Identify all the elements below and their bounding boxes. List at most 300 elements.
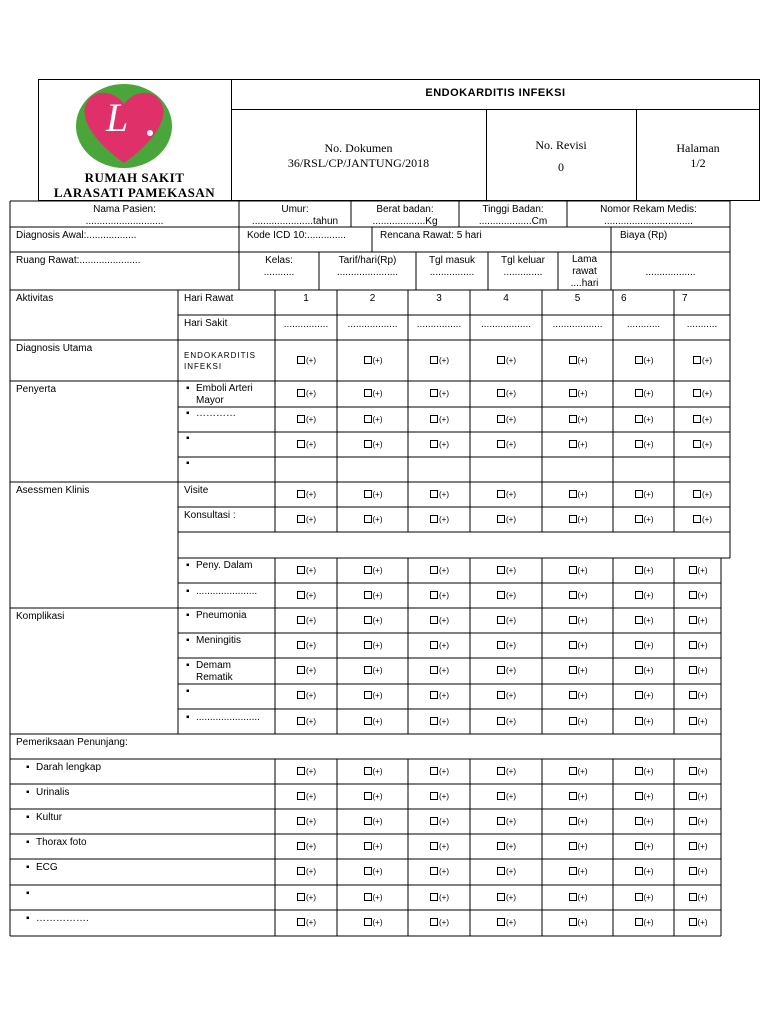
assessment-checkbox[interactable] [297, 515, 316, 525]
checkbox-label: (+) [577, 691, 588, 700]
checkbox-square-icon [569, 616, 577, 624]
consultation-checkbox[interactable] [569, 591, 588, 601]
complication-checkbox[interactable] [297, 691, 316, 701]
checkbox-square-icon [297, 566, 305, 574]
checkbox-label: (+) [506, 440, 516, 449]
checkbox-square-icon [497, 356, 505, 364]
checkbox-square-icon [430, 641, 438, 649]
checkbox-label: (+) [306, 515, 316, 524]
consultation-checkbox[interactable] [364, 566, 383, 576]
consultation-checkbox[interactable] [689, 566, 708, 576]
complication-checkbox[interactable] [569, 666, 588, 676]
exam-checkbox[interactable] [430, 893, 449, 903]
exam-checkbox[interactable] [297, 867, 316, 877]
consultation-checkbox[interactable] [689, 591, 708, 601]
exam-item-7: ▪ ……………. [36, 913, 89, 925]
complication-checkbox[interactable] [364, 717, 383, 727]
checkbox-square-icon [497, 893, 505, 901]
assessment-checkbox[interactable] [297, 490, 316, 500]
assessment-checkbox[interactable] [693, 490, 712, 500]
checkbox-square-icon [569, 918, 577, 926]
exam-checkbox[interactable] [430, 767, 449, 777]
exam-checkbox[interactable] [569, 842, 588, 852]
checkbox-square-icon [693, 490, 701, 498]
checkbox-square-icon [297, 591, 305, 599]
exam-checkbox[interactable] [569, 918, 588, 928]
assessment-checkbox[interactable] [364, 490, 383, 500]
checkbox-square-icon [635, 717, 643, 725]
checkbox-square-icon [364, 515, 372, 523]
complication-checkbox[interactable] [689, 717, 708, 727]
day-number-3: 3 [436, 293, 442, 304]
assessment-checkbox[interactable] [635, 490, 654, 500]
assessment-checkbox[interactable] [364, 515, 383, 525]
complication-checkbox[interactable] [364, 641, 383, 651]
day-number-5: 5 [574, 293, 581, 304]
checkbox-square-icon [430, 842, 438, 850]
complication-item-3: ▪ Demam [196, 660, 231, 672]
hospital-name-line2: LARASATI PAMEKASAN [53, 185, 216, 200]
checkbox-square-icon [497, 389, 505, 397]
exam-checkbox[interactable] [297, 767, 316, 777]
exam-checkbox[interactable] [689, 817, 708, 827]
checkbox-label: (+) [697, 792, 708, 801]
checkbox-label: (+) [439, 817, 449, 826]
exam-checkbox[interactable] [497, 817, 516, 827]
exam-item-2: ▪ Urinalis [36, 787, 69, 799]
comorbidity-checkbox[interactable] [430, 440, 449, 450]
checkbox-square-icon [569, 717, 577, 725]
exam-checkbox[interactable] [689, 842, 708, 852]
checkbox-square-icon [430, 817, 438, 825]
checkbox-label: (+) [439, 918, 449, 927]
tariff-value: ...................... [336, 267, 399, 278]
comorbidity-checkbox[interactable] [430, 415, 449, 425]
consultation-checkbox[interactable] [497, 591, 516, 601]
checkbox-label: (+) [372, 389, 383, 398]
checkbox-square-icon [297, 641, 305, 649]
checkbox-label: (+) [372, 356, 383, 365]
ward-label: Ruang Rawat:...................... [16, 255, 141, 266]
checkbox-square-icon [364, 842, 372, 850]
exam-checkbox[interactable] [364, 842, 383, 852]
checkbox-square-icon [430, 691, 438, 699]
checkbox-square-icon [364, 440, 372, 448]
checkbox-square-icon [297, 918, 305, 926]
exam-checkbox[interactable] [569, 893, 588, 903]
complication-checkbox[interactable] [430, 666, 449, 676]
day-number-1: 1 [303, 293, 309, 304]
complication-checkbox[interactable] [297, 616, 316, 626]
assessment-checkbox[interactable] [693, 515, 712, 525]
exam-checkbox[interactable] [430, 867, 449, 877]
checkbox-label: (+) [702, 415, 712, 424]
weight-label: Berat badan: [376, 204, 434, 215]
checkbox-square-icon [569, 641, 577, 649]
comorbidity-checkbox[interactable] [693, 415, 712, 425]
checkbox-label: (+) [506, 717, 516, 726]
checkbox-square-icon [693, 389, 701, 397]
checkbox-label: (+) [643, 440, 654, 449]
checkbox-label: (+) [643, 490, 654, 499]
complication-checkbox[interactable] [297, 717, 316, 727]
comorbidity-checkbox[interactable] [569, 389, 588, 399]
complication-checkbox[interactable] [635, 616, 654, 626]
complication-checkbox[interactable] [430, 616, 449, 626]
checkbox-label: (+) [643, 641, 654, 650]
day-number-4: 4 [503, 293, 509, 304]
exam-checkbox[interactable] [569, 792, 588, 802]
comorbidity-checkbox[interactable] [569, 415, 588, 425]
exam-checkbox[interactable] [364, 867, 383, 877]
consultation-checkbox[interactable] [297, 566, 316, 576]
exam-checkbox[interactable] [569, 767, 588, 777]
exam-checkbox[interactable] [497, 867, 516, 877]
assessment-checkbox[interactable] [497, 515, 516, 525]
checkbox-label: (+) [506, 792, 516, 801]
comorbidity-checkbox[interactable] [297, 415, 316, 425]
checkbox-square-icon [689, 641, 697, 649]
checkbox-square-icon [635, 591, 643, 599]
consultation-checkbox[interactable] [430, 566, 449, 576]
checkbox-label: (+) [439, 566, 449, 575]
exam-checkbox[interactable] [689, 767, 708, 777]
exam-checkbox[interactable] [430, 842, 449, 852]
exam-checkbox[interactable] [297, 842, 316, 852]
main-diagnosis-label: Diagnosis Utama [16, 343, 93, 354]
checkbox-square-icon [364, 918, 372, 926]
checkbox-square-icon [364, 666, 372, 674]
checkbox-square-icon [297, 666, 305, 674]
checkbox-label: (+) [702, 389, 712, 398]
complication-checkbox[interactable] [569, 616, 588, 626]
checkbox-label: (+) [306, 641, 316, 650]
checkbox-label: (+) [372, 490, 383, 499]
checkbox-label: (+) [306, 817, 316, 826]
sick-day-1: ................ [283, 319, 329, 330]
assessment-checkbox[interactable] [635, 515, 654, 525]
complication-checkbox[interactable] [430, 641, 449, 651]
complication-checkbox[interactable] [430, 717, 449, 727]
exam-checkbox[interactable] [364, 792, 383, 802]
main-diagnosis-checkbox[interactable] [430, 356, 449, 366]
main-diagnosis-value-2: INFEKSI [184, 362, 223, 371]
exam-checkbox[interactable] [635, 918, 654, 928]
checkbox-square-icon [689, 867, 697, 875]
checkbox-square-icon [635, 666, 643, 674]
checkbox-label: (+) [506, 566, 516, 575]
checkbox-label: (+) [372, 415, 383, 424]
checkbox-square-icon [430, 867, 438, 875]
checkbox-square-icon [635, 867, 643, 875]
checkbox-label: (+) [577, 767, 588, 776]
complication-checkbox[interactable] [297, 641, 316, 651]
checkbox-square-icon [635, 767, 643, 775]
main-diagnosis-checkbox[interactable] [569, 356, 588, 366]
checkbox-label: (+) [306, 415, 316, 424]
exam-item-3: ▪ Kultur [36, 812, 62, 824]
checkbox-square-icon [297, 440, 305, 448]
checkbox-label: (+) [372, 515, 383, 524]
revision-label: No. Revisi [535, 138, 587, 152]
exam-checkbox[interactable] [430, 918, 449, 928]
comorbidity-checkbox[interactable] [297, 440, 316, 450]
checkbox-square-icon [297, 356, 305, 364]
checkbox-label: (+) [697, 691, 708, 700]
checkbox-label: (+) [643, 566, 654, 575]
comorbidity-checkbox[interactable] [497, 415, 516, 425]
cost-value: .................. [645, 267, 696, 278]
exam-checkbox[interactable] [635, 842, 654, 852]
checkbox-square-icon [364, 591, 372, 599]
checkbox-label: (+) [306, 717, 316, 726]
exam-checkbox[interactable] [297, 792, 316, 802]
exam-checkbox[interactable] [635, 893, 654, 903]
consultation-checkbox[interactable] [430, 591, 449, 601]
consultation-checkbox[interactable] [364, 591, 383, 601]
exam-checkbox[interactable] [497, 767, 516, 777]
checkbox-square-icon [569, 867, 577, 875]
comorbidity-checkbox[interactable] [364, 415, 383, 425]
checkbox-label: (+) [577, 817, 588, 826]
checkbox-square-icon [297, 691, 305, 699]
checkbox-label: (+) [439, 591, 449, 600]
checkbox-square-icon [635, 616, 643, 624]
complication-checkbox[interactable] [364, 691, 383, 701]
complication-checkbox[interactable] [497, 691, 516, 701]
assessment-checkbox[interactable] [430, 490, 449, 500]
checkbox-label: (+) [643, 356, 654, 365]
checkbox-square-icon [497, 867, 505, 875]
checkbox-square-icon [689, 717, 697, 725]
complication-item-2: ▪ Meningitis [196, 635, 241, 647]
assessment-checkbox[interactable] [569, 490, 588, 500]
checkbox-label: (+) [506, 641, 516, 650]
checkbox-label: (+) [439, 666, 449, 675]
checkbox-label: (+) [306, 842, 316, 851]
stay-length-line1: Lama [571, 254, 597, 265]
page-value: 1/2 [690, 156, 706, 170]
comorbidity-checkbox[interactable] [635, 440, 654, 450]
exam-checkbox[interactable] [635, 767, 654, 777]
complication-checkbox[interactable] [635, 666, 654, 676]
complication-checkbox[interactable] [497, 616, 516, 626]
assessment-checkbox[interactable] [497, 490, 516, 500]
checkbox-label: (+) [577, 566, 588, 575]
checkbox-label: (+) [439, 893, 449, 902]
comorbidity-checkbox[interactable] [497, 389, 516, 399]
exam-checkbox[interactable] [364, 918, 383, 928]
consultation-checkbox[interactable] [569, 566, 588, 576]
complication-item-3b: Rematik [196, 672, 233, 683]
patient-name-label: Nama Pasien: [93, 204, 156, 215]
complication-checkbox[interactable] [430, 691, 449, 701]
age-label: Umur: [281, 204, 309, 215]
checkbox-label: (+) [306, 356, 316, 365]
checkbox-square-icon [364, 893, 372, 901]
comorbidity-checkbox[interactable] [297, 389, 316, 399]
exam-checkbox[interactable] [430, 792, 449, 802]
exam-checkbox[interactable] [297, 918, 316, 928]
complication-item-1: ▪ Pneumonia [196, 610, 247, 622]
checkbox-square-icon [569, 666, 577, 674]
checkbox-square-icon [635, 415, 643, 423]
exam-checkbox[interactable] [364, 817, 383, 827]
exam-checkbox[interactable] [689, 792, 708, 802]
exam-checkbox[interactable] [497, 918, 516, 928]
comorbidity-checkbox[interactable] [635, 389, 654, 399]
patient-name-value: ............................ [85, 216, 164, 227]
exam-checkbox[interactable] [635, 867, 654, 877]
checkbox-label: (+) [577, 389, 588, 398]
assessment-checkbox[interactable] [430, 515, 449, 525]
comorbidity-checkbox[interactable] [364, 389, 383, 399]
age-value: ......................tahun [251, 216, 339, 227]
complication-checkbox[interactable] [689, 666, 708, 676]
checkbox-label: (+) [643, 767, 654, 776]
exam-checkbox[interactable] [569, 817, 588, 827]
complication-checkbox[interactable] [635, 691, 654, 701]
exam-checkbox[interactable] [497, 842, 516, 852]
checkbox-label: (+) [577, 918, 588, 927]
weight-value: ...................Kg [372, 216, 438, 227]
exam-checkbox[interactable] [635, 792, 654, 802]
checkbox-label: (+) [372, 666, 383, 675]
admit-date-label: Tgl masuk [428, 255, 476, 266]
checkbox-label: (+) [439, 767, 449, 776]
checkbox-label: (+) [306, 767, 316, 776]
complication-checkbox[interactable] [497, 717, 516, 727]
complication-checkbox[interactable] [689, 691, 708, 701]
exam-checkbox[interactable] [635, 817, 654, 827]
comorbidity-checkbox[interactable] [693, 440, 712, 450]
exam-checkbox[interactable] [364, 767, 383, 777]
exam-checkbox[interactable] [689, 867, 708, 877]
medical-record-label: Nomor Rekam Medis: [600, 204, 697, 215]
main-diagnosis-checkbox[interactable] [635, 356, 654, 366]
checkbox-square-icon [569, 415, 577, 423]
checkbox-label: (+) [439, 641, 449, 650]
comorbidity-item-1b: Mayor [196, 395, 224, 406]
day-number-7: 7 [682, 293, 688, 304]
checkbox-label: (+) [643, 666, 654, 675]
comorbidity-checkbox[interactable] [364, 440, 383, 450]
hospital-name-line1: RUMAH SAKIT [84, 170, 185, 185]
sick-day-2: .................. [347, 319, 398, 330]
comorbidity-checkbox[interactable] [569, 440, 588, 450]
exam-checkbox[interactable] [297, 893, 316, 903]
checkbox-label: (+) [372, 691, 383, 700]
checkbox-square-icon [430, 616, 438, 624]
consultation-checkbox[interactable] [297, 591, 316, 601]
comorbidity-checkbox[interactable] [693, 389, 712, 399]
complication-checkbox[interactable] [497, 666, 516, 676]
consult-label: Konsultasi : [184, 510, 236, 521]
checkbox-square-icon [635, 566, 643, 574]
complication-item-5: ▪ ....................... [196, 712, 260, 724]
checkbox-label: (+) [372, 893, 383, 902]
checkbox-square-icon [689, 691, 697, 699]
consultation-checkbox[interactable] [635, 591, 654, 601]
checkbox-square-icon [497, 666, 505, 674]
checkbox-label: (+) [506, 691, 516, 700]
checkbox-square-icon [689, 616, 697, 624]
complication-checkbox[interactable] [689, 641, 708, 651]
complication-checkbox[interactable] [364, 616, 383, 626]
checkbox-square-icon [497, 415, 505, 423]
page-title: ENDOKARDITIS INFEKSI [425, 87, 566, 99]
checkbox-label: (+) [306, 566, 316, 575]
checkbox-label: (+) [372, 918, 383, 927]
complication-checkbox[interactable] [635, 641, 654, 651]
exam-checkbox[interactable] [569, 867, 588, 877]
sick-day-4: .................. [480, 319, 531, 330]
checkbox-label: (+) [506, 867, 516, 876]
complication-checkbox[interactable] [635, 717, 654, 727]
complication-checkbox[interactable] [569, 717, 588, 727]
main-diagnosis-checkbox[interactable] [693, 356, 712, 366]
exam-checkbox[interactable] [689, 893, 708, 903]
exam-checkbox[interactable] [430, 817, 449, 827]
main-diagnosis-checkbox[interactable] [297, 356, 316, 366]
checkbox-label: (+) [697, 817, 708, 826]
comorbidity-checkbox[interactable] [497, 440, 516, 450]
checkbox-square-icon [497, 591, 505, 599]
checkbox-label: (+) [643, 616, 654, 625]
exam-checkbox[interactable] [297, 817, 316, 827]
checkbox-label: (+) [306, 792, 316, 801]
consultation-checkbox[interactable] [497, 566, 516, 576]
checkbox-square-icon [430, 440, 438, 448]
checkbox-square-icon [569, 591, 577, 599]
complication-checkbox[interactable] [689, 616, 708, 626]
checkbox-square-icon [497, 792, 505, 800]
complication-checkbox[interactable] [569, 641, 588, 651]
exam-checkbox[interactable] [364, 893, 383, 903]
checkbox-square-icon [430, 792, 438, 800]
main-diagnosis-checkbox[interactable] [364, 356, 383, 366]
comorbidity-checkbox[interactable] [430, 389, 449, 399]
checkbox-label: (+) [577, 616, 588, 625]
checkbox-label: (+) [306, 616, 316, 625]
checkbox-label: (+) [306, 389, 316, 398]
exam-checkbox[interactable] [497, 893, 516, 903]
checkbox-square-icon [297, 893, 305, 901]
consultation-checkbox[interactable] [635, 566, 654, 576]
checkbox-square-icon [635, 490, 643, 498]
checkbox-label: (+) [577, 591, 588, 600]
checkbox-square-icon [689, 591, 697, 599]
checkbox-square-icon [635, 389, 643, 397]
checkbox-square-icon [693, 356, 701, 364]
complication-checkbox[interactable] [497, 641, 516, 651]
complication-checkbox[interactable] [364, 666, 383, 676]
comorbidity-checkbox[interactable] [635, 415, 654, 425]
checkbox-square-icon [569, 691, 577, 699]
complication-checkbox[interactable] [297, 666, 316, 676]
checkbox-square-icon [364, 717, 372, 725]
admit-date-value: ................ [429, 267, 475, 278]
complication-checkbox[interactable] [569, 691, 588, 701]
assessment-checkbox[interactable] [569, 515, 588, 525]
height-value: ...................Cm [478, 216, 548, 227]
exam-checkbox[interactable] [689, 918, 708, 928]
exam-checkbox[interactable] [497, 792, 516, 802]
checkbox-label: (+) [697, 893, 708, 902]
checkbox-label: (+) [643, 415, 654, 424]
checkbox-label: (+) [439, 515, 449, 524]
main-diagnosis-checkbox[interactable] [497, 356, 516, 366]
